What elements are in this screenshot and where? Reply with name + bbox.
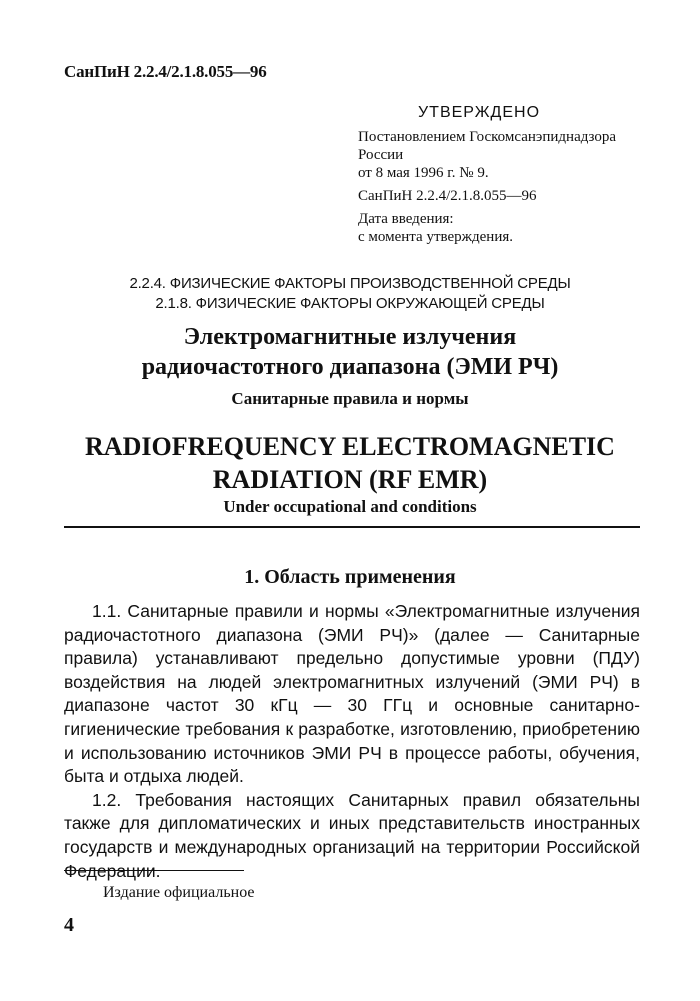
footnote-divider (64, 870, 244, 871)
paragraph: 1.1. Санитарные правили и нормы «Электромагнитные излучения радиочастотного диапазона (ЭМИ РЧ)» (далее — Санитарные правила) устанавливают предельно допустимые уровни (ПДУ) воздействия на людей электромагнитных излучений (ЭМИ РЧ) в диапазоне частот 30 кГц — 30 ГГц и основные санитарно-гигиенические требования к разработке, изготовлению, приобретению и использованию источников ЭМИ РЧ в процессе работы, обучения, быта и отдыха людей. (64, 601, 640, 787)
approval-line: Постановлением Госкомсанэпиднадзора (358, 129, 617, 145)
title-english-line: RADIOFREQUENCY ELECTROMAGNETIC (85, 432, 615, 461)
category-block (0, 274, 700, 314)
category-line: 2.2.4. ФИЗИЧЕСКИЕ ФАКТОРЫ ПРОИЗВОДСТВЕННОЙ СРЕДЫ (129, 275, 571, 292)
document-code-header: СанПиН 2.2.4/2.1.8.055—96 (64, 62, 267, 81)
approval-line: России (358, 147, 404, 163)
section-heading: 1. Область применения (244, 566, 456, 588)
approval-date-line: с момента утверждения. (358, 229, 514, 245)
approval-date-line: Дата введения: (358, 211, 454, 227)
title-english-line: RADIATION (RF EMR) (212, 465, 488, 494)
title-russian (0, 322, 700, 382)
page-number: 4 (64, 914, 74, 936)
title-russian-line: Электромагнитные излучения (183, 324, 517, 350)
title-russian-line: радиочастотного диапазона (ЭМИ РЧ) (141, 354, 559, 380)
title-english (0, 430, 700, 496)
section-body (64, 600, 640, 883)
paragraph: 1.2. Требования настоящих Санитарных правил обязательны также для дипломатических и иных представительств иностранных государств и международных организаций на территории Российской Федерации. (64, 789, 640, 881)
category-line: 2.1.8. ФИЗИЧЕСКИЕ ФАКТОРЫ ОКРУЖАЮЩЕЙ СРЕДЫ (155, 295, 545, 312)
title-divider (64, 526, 640, 528)
approval-code: СанПиН 2.2.4/2.1.8.055—96 (358, 188, 537, 204)
approval-title: УТВЕРЖДЕНО (418, 104, 541, 121)
subtitle-russian: Санитарные правила и нормы (231, 389, 469, 408)
approval-line: от 8 мая 1996 г. № 9. (358, 165, 489, 181)
approval-block (358, 104, 658, 246)
subtitle-english: Under occupational and conditions (223, 497, 477, 516)
footnote-text: Издание официальное (103, 884, 255, 901)
